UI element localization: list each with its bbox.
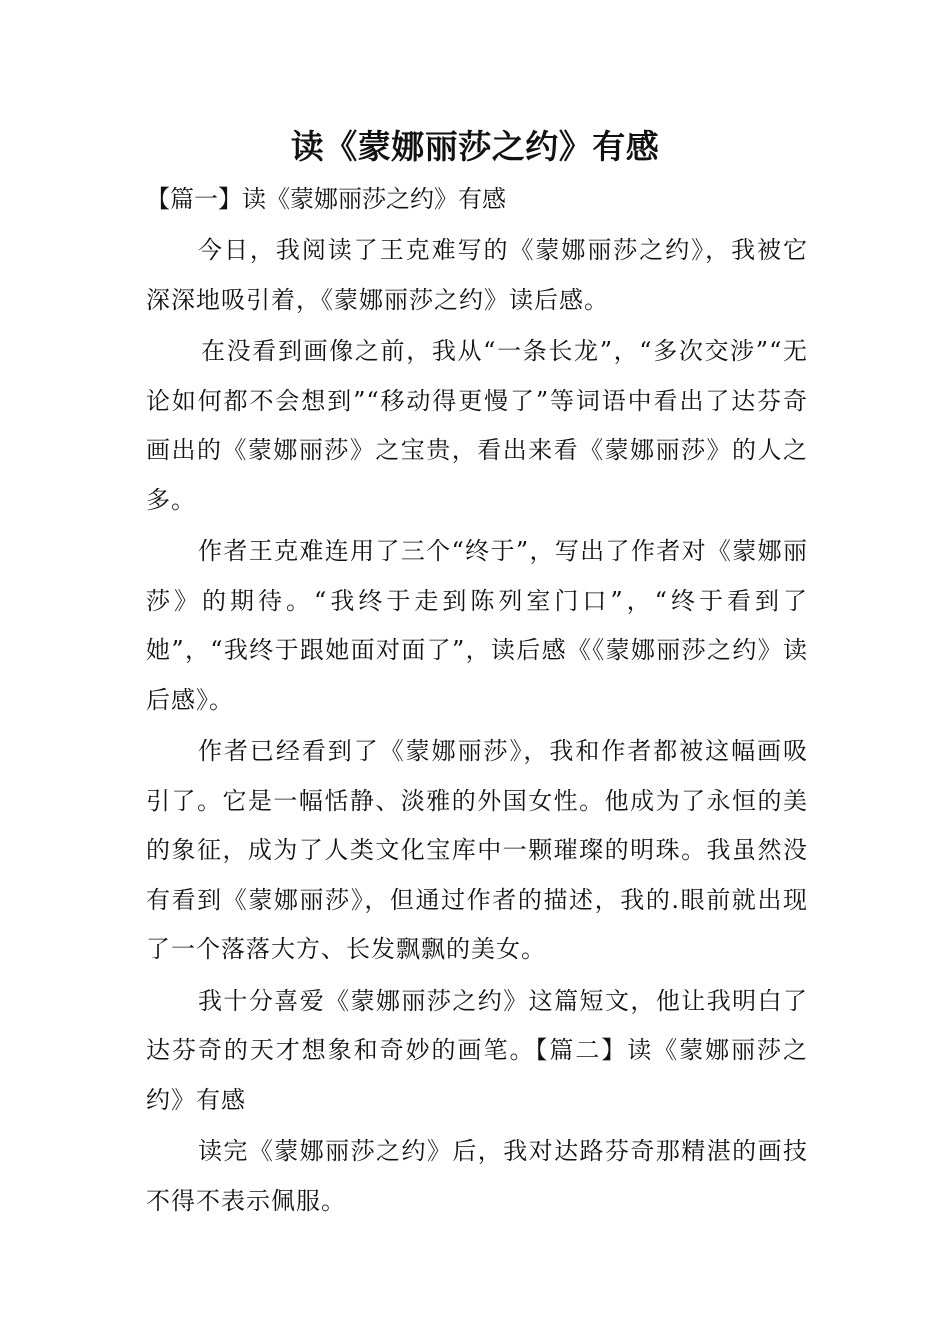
article-body (146, 226, 808, 1228)
paragraph: 我十分喜爱《蒙娜丽莎之约》这篇短文，他让我明白了达芬奇的天才想象和奇妙的画笔。【篇二】读《蒙娜丽莎之约》有感 (146, 986, 808, 1114)
paragraph: 今日，我阅读了王克难写的《蒙娜丽莎之约》，我被它深深地吸引着，《蒙娜丽莎之约》读后感。 (146, 236, 808, 314)
paragraph: 作者王克难连用了三个“终于”，写出了作者对《蒙娜丽莎》的期待。“我终于走到陈列室门口”，“终于看到了她”，“我终于跟她面对面了”，读后感《《蒙娜丽莎之约》读后感》。 (146, 537, 808, 714)
paragraph: 读完《蒙娜丽莎之约》后，我对达路芬奇那精湛的画技不得不表示佩服。 (146, 1137, 808, 1215)
page-title: 读《蒙娜丽莎之约》有感 (290, 127, 660, 166)
section-heading: 【篇一】读《蒙娜丽莎之约》有感 (146, 185, 506, 213)
paragraph: 在没看到画像之前，我从“一条长龙”，“多次交涉”“无论如何都不会想到”“移动得更慢了”等词语中看出了达芬奇画出的《蒙娜丽莎》之宝贵，看出来看《蒙娜丽莎》的人之多。 (146, 337, 808, 514)
paragraph: 作者已经看到了《蒙娜丽莎》，我和作者都被这幅画吸引了。它是一幅恬静、淡雅的外国女性。他成为了永恒的美的象征，成为了人类文化宝库中一颗璀璨的明珠。我虽然没有看到《蒙娜丽莎》，但通过作者的描述，我的.眼前就出现了一个落落大方、长发飘飘的美女。 (146, 737, 808, 963)
